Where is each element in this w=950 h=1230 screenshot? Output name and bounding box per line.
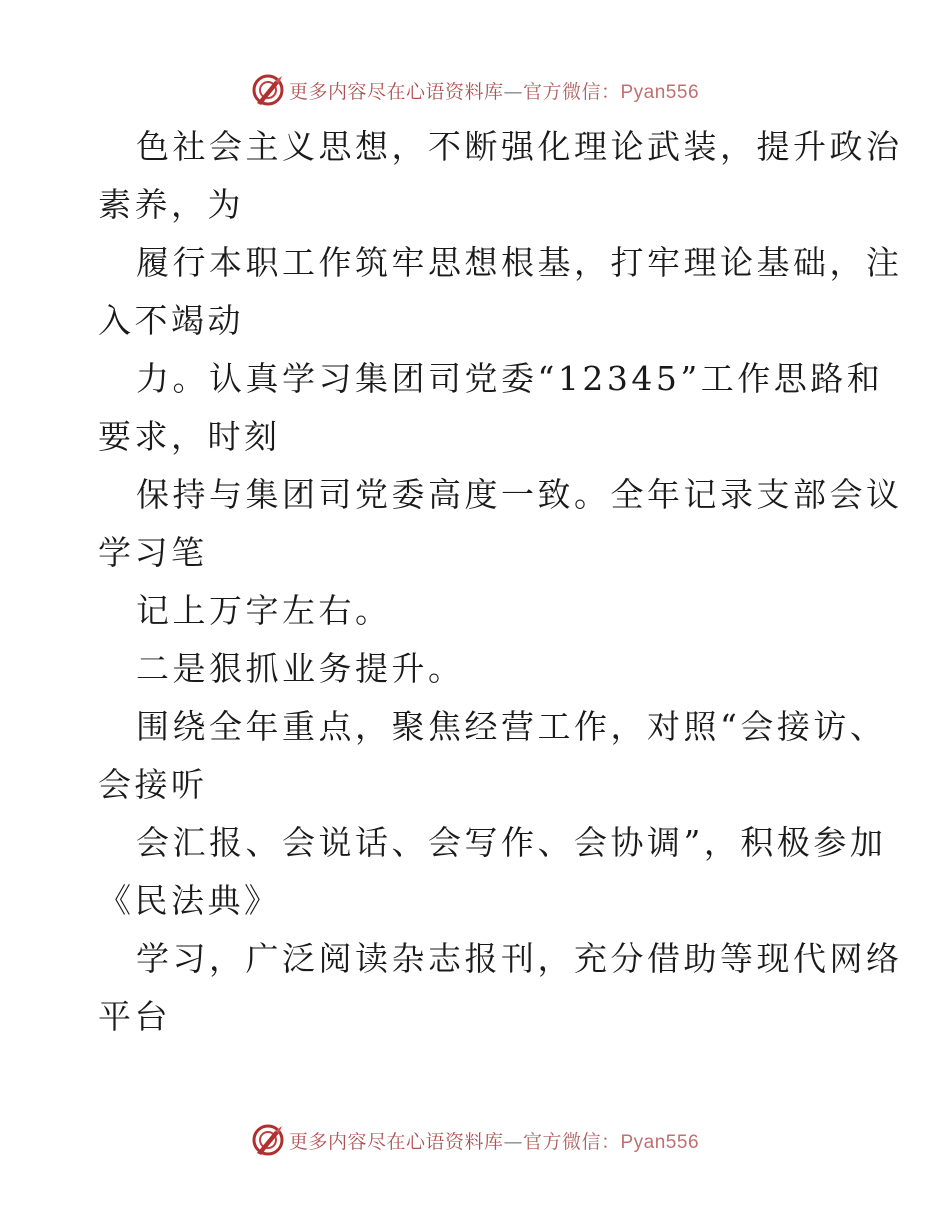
footer-separator: —: [503, 1130, 523, 1153]
text-line: 会汇报、会说话、会写作、会协调”，积极参加: [136, 823, 887, 862]
header-separator: —: [503, 80, 523, 103]
quill-logo-icon: [251, 73, 285, 107]
footer-watermark-text: [289, 1127, 699, 1154]
text-line: 记上万字左右。: [136, 591, 392, 630]
header-site-text: 更多内容尽在心语资料库: [288, 80, 504, 103]
header-wechat-id: Pyan556: [620, 81, 700, 103]
text-line: 《民法典》: [98, 881, 281, 920]
header-watermark-banner: [0, 70, 950, 110]
document-body: [98, 118, 903, 1046]
section-heading: 二是狠抓业务提升。: [136, 649, 465, 688]
text-line: 围绕全年重点，聚焦经营工作，对照“会接访、: [136, 707, 887, 746]
text-line: 入不竭动: [98, 301, 244, 340]
text-line: 保持与集团司党委高度一致。全年记录支部会议: [136, 475, 903, 514]
text-line: 会接听: [98, 765, 208, 804]
text-line: 素养，为: [98, 185, 244, 224]
header-wechat-label: 官方微信：: [522, 80, 621, 103]
header-watermark-text: [289, 77, 699, 104]
footer-wechat-label: 官方微信：: [522, 1130, 621, 1153]
footer-site-text: 更多内容尽在心语资料库: [288, 1130, 504, 1153]
text-line: 履行本职工作筑牢思想根基，打牢理论基础，注: [136, 243, 903, 282]
text-line: 学习，广泛阅读杂志报刊，充分借助等现代网络: [136, 939, 903, 978]
text-line: 学习笔: [98, 533, 208, 572]
text-line: 要求，时刻: [98, 417, 281, 456]
text-line: 平台: [98, 997, 171, 1036]
text-line: 力。认真学习集团司党委“12345”工作思路和: [136, 359, 884, 398]
text-line: 色社会主义思想，不断强化理论武装，提升政治: [136, 127, 903, 166]
quill-logo-icon: [251, 1123, 285, 1157]
footer-wechat-id: Pyan556: [620, 1131, 700, 1153]
footer-watermark-banner: [0, 1120, 950, 1160]
